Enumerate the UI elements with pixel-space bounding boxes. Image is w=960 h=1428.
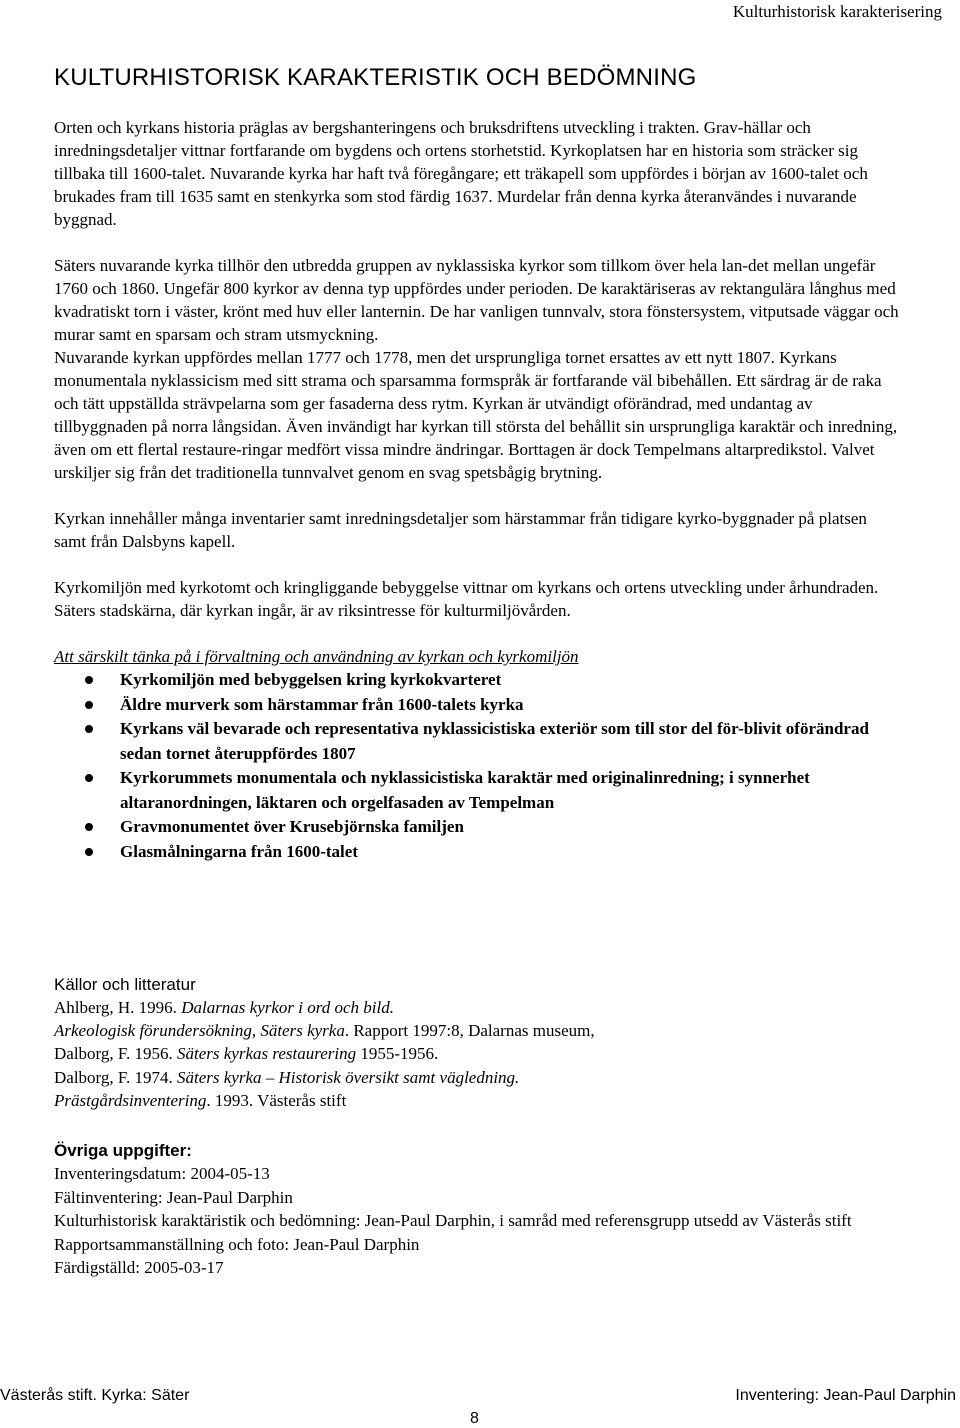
footer-left: Västerås stift. Kyrka: Säter <box>0 1387 190 1404</box>
info-line: Fältinventering: Jean-Paul Darphin <box>54 1187 293 1207</box>
list-item: Kyrkorummets monumentala och nyklassicistiska karaktär med originalinredning; i synnerhet altaranordningen, läktaren och orgelfasaden av Tempelman <box>54 766 902 815</box>
bullet-icon <box>85 823 93 831</box>
sources-list <box>54 996 902 1112</box>
reference-item: Prästgårdsinventering. 1993. Västerås stift <box>54 1090 347 1110</box>
reference-item: Arkeologisk förundersökning, Säters kyrka. Rapport 1997:8, Dalarnas museum, <box>54 1021 595 1041</box>
document-title: KULTURHISTORISK KARAKTERISTIK OCH BEDÖMNING <box>54 64 697 91</box>
main-content <box>54 116 902 864</box>
bullet-icon <box>85 676 93 684</box>
list-item: Äldre murverk som härstammar från 1600-talets kyrka <box>54 693 902 718</box>
bullet-icon <box>85 701 93 709</box>
paragraph-history: Orten och kyrkans historia präglas av bergshanteringens och bruksdriftens utveckling i trakten. Grav-hällar och inredningsdetaljer vittnar fortfarande om bygdens och ortens storhetstid. Kyrkoplatsen har en historia som sträcker sig tillbaka till 1600-talet. Nuvarande kyrka har haft två föregångare; ett träkapell som uppfördes i början av 1600-talet och brukades fram till 1635 samt en stenkyrka som stod färdig 1637. Murdelar från denna kyrka återanvändes i nuvarande byggnad. <box>54 118 868 229</box>
paragraph-construction: Nuvarande kyrkan uppfördes mellan 1777 och 1778, men det ursprungliga tornet ersattes av ett nytt 1807. Kyrkans monumentala nyklassicism med sitt strama och sparsamma formspråk är fortfarande väl bibehållen. Ett särdrag är de raka och tätt uppställda strävpelarna som ger fasaderna dess rytm. Kyrkan är utvändigt oförändrad, med undantag av tillbyggnaden på norra långsidan. Även invändigt har kyrkan till största del behållit sin ursprungliga karaktär och inredning, även om ett flertal restaure-ringar medfört vissa mindre ändringar. Borttagen är dock Tempelmans altarpredikstol. Valvet urskiljer sig från det traditionella tunnvalvet genom en svag spetsbågig brytning. <box>54 348 898 482</box>
other-info <box>54 1162 884 1280</box>
bullet-icon <box>85 848 93 856</box>
list-item: Kyrkans väl bevarade och representativa nyklassicistiska exteriör som till stor del för-blivit oförändrad sedan tornet återuppfördes 1807 <box>54 717 902 766</box>
bullet-icon <box>85 725 93 733</box>
paragraph-neoclassical: Säters nuvarande kyrka tillhör den utbredda gruppen av nyklassiska kyrkor som tillkom över hela lan-det mellan ungefär 1760 och 1860. Ungefär 800 kyrkor av denna typ uppfördes under perioden. De karaktäriseras av rektangulära långhus med kvadratiskt torn i väster, krönt med huv eller lanternin. De har vanligen tunnvalv, stora fönstersystem, vitputsade väggar och murar samt en sparsam och stram utsmyckning. <box>54 256 899 344</box>
list-item: Kyrkomiljön med bebyggelsen kring kyrkokvarteret <box>54 668 902 693</box>
list-item: Gravmonumentet över Krusebjörnska familjen <box>54 815 902 840</box>
info-line: Färdigställd: 2005-03-17 <box>54 1258 224 1277</box>
list-item: Glasmålningarna från 1600-talet <box>54 840 902 865</box>
info-line: Inventeringsdatum: 2004-05-13 <box>54 1164 270 1183</box>
reference-item: Dalborg, F. 1974. Säters kyrka – Historisk översikt samt vägledning. <box>54 1067 520 1087</box>
paragraph-inventory: Kyrkan innehåller många inventarier samt inredningsdetaljer som härstammar från tidigare kyrko-byggnader på platsen samt från Dalsbyns kapell. <box>54 509 867 551</box>
reference-item: Dalborg, F. 1956. Säters kyrkas restaurering 1955-1956. <box>54 1044 439 1064</box>
consider-list <box>54 668 902 864</box>
paragraph-environment: Kyrkomiljön med kyrkotomt och kringliggande bebyggelse vittnar om kyrkans och ortens utveckling under århundraden. Säters stadskärna, där kyrkan ingår, är av riksintresse för kulturmiljövården. <box>54 578 879 620</box>
footer-right: Inventering: Jean-Paul Darphin <box>735 1387 956 1404</box>
page-number: 8 <box>470 1410 479 1427</box>
reference-item: Ahlberg, H. 1996. Dalarnas kyrkor i ord och bild. <box>54 998 394 1017</box>
info-line: Kulturhistorisk karaktäristik och bedömning: Jean-Paul Darphin, i samråd med referensgrupp utsedd av Västerås stift <box>54 1211 852 1230</box>
other-info-heading: Övriga uppgifter: <box>54 1141 192 1160</box>
running-header: Kulturhistorisk karakterisering <box>732 2 942 21</box>
info-line: Rapportsammanställning och foto: Jean-Paul Darphin <box>54 1234 420 1254</box>
sources-heading: Källor och litteratur <box>54 975 196 994</box>
consider-heading: Att särskilt tänka på i förvaltning och användning av kyrkan och kyrkomiljön <box>54 647 579 666</box>
bullet-icon <box>85 774 93 782</box>
